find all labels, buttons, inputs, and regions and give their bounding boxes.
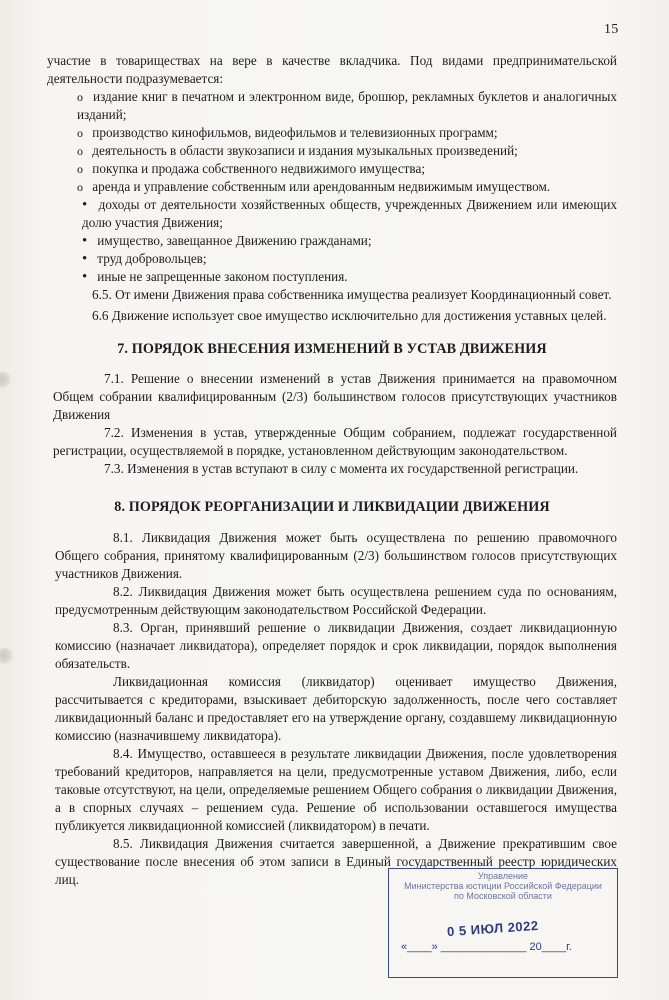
stamp-region: по Московской области — [454, 891, 552, 901]
circle-bullet-icon — [77, 160, 89, 178]
list-item: o издание книг в печатном и электронном виде, брошюр, рекламных буклетов и аналогичных изданий; — [47, 88, 617, 124]
list-item: o покупка и продажа собственного недвижимого имущества; — [47, 160, 617, 178]
business-activities-list — [47, 88, 617, 196]
paragraph-8-5: 8.5. Ликвидация Движения считается завершенной, а Движение прекратившим свое существование после внесения об этом записи в Единый государственный реестр юридических лиц. — [55, 836, 617, 887]
paragraph-8-4: 8.4. Имущество, оставшееся в результате ликвидации Движения, после удовлетворения требований кредиторов, направляется на цели, предусмотренные уставом Движения, либо, если таковые отсутствуют, на цели, определяемые решением Общего собрания о ликвидации Движения, а в спорных случаях – решением суда. Решение об использовании оставшегося имущества публикуется ликвидационной комиссией (ликвидатором) в печати. — [55, 746, 617, 833]
section-7-body — [47, 370, 617, 478]
document-body — [47, 52, 617, 889]
section-8-body — [47, 529, 617, 889]
registration-stamp — [388, 868, 618, 978]
dot-bullet-icon — [82, 250, 94, 268]
intro-paragraph: участие в товариществах на вере в качестве вкладчика. Под видами предпринимательской деятельности подразумевается: — [47, 53, 617, 86]
income-sources-list — [47, 196, 617, 286]
section-8-title: 8. ПОРЯДОК РЕОРГАНИЗАЦИИ И ЛИКВИДАЦИИ ДВИЖЕНИЯ — [114, 499, 550, 515]
dot-bullet-icon — [82, 196, 94, 214]
punch-hole — [0, 648, 14, 664]
paragraph-8-3-liquidation-commission: Ликвидационная комиссия (ликвидатор) оценивает имущество Движения, рассчитывается с кредиторами, взыскивает дебиторскую задолженность, после чего составляет ликвидационный баланс и предоставляет его на утверждение органу, создавшему ликвидационную комиссию (назначившему ликвидатора). — [55, 674, 617, 743]
paragraph-8-3: 8.3. Орган, принявший решение о ликвидации Движения, создает ликвидационную комиссию (назначает ликвидатора), определяет порядок и срок ликвидации, порядок выполнения обязательств. — [55, 620, 617, 671]
dot-bullet-icon — [82, 268, 94, 286]
stamp-authority: Управление — [477, 871, 529, 881]
dot-bullet-icon — [82, 232, 94, 250]
section-7-title: 7. ПОРЯДОК ВНЕСЕНИЯ ИЗМЕНЕНИЙ В УСТАВ ДВИЖЕНИЯ — [117, 341, 547, 357]
paragraph-8-1: 8.1. Ликвидация Движения может быть осуществлена по решению правомочного Общего собрания, принятому квалифицированным (2/3) большинством голосов присутствующих участников Движения. — [55, 530, 617, 581]
punch-hole — [0, 372, 12, 388]
list-item: • доходы от деятельности хозяйственных обществ, учрежденных Движением или имеющих долю участия Движения; — [47, 196, 617, 232]
list-item: • имущество, завещанное Движению гражданами; — [47, 232, 617, 250]
paragraph-7-1: 7.1. Решение о внесении изменений в устав Движения принимается на правомочном Общем собрании квалифицированным (2/3) большинством голосов присутствующих участников Движения — [53, 371, 617, 422]
paragraph-6-6: 6.6 Движение использует свое имущество исключительно для достижения уставных целей. — [92, 308, 607, 323]
list-item: o аренда и управление собственным или арендованным недвижимым имуществом. — [47, 178, 617, 196]
paragraph-8-2: 8.2. Ликвидация Движения может быть осуществлена решением суда по основаниям, предусмотренным действующим законодательством Российской Федерации. — [55, 584, 617, 617]
list-item: • иные не запрещенные законом поступления. — [47, 268, 617, 286]
paragraph-7-2: 7.2. Изменения в устав, утвержденные Общим собранием, подлежат государственной регистрации, осуществляемой в порядке, установленном действующим законодательством. — [53, 425, 617, 458]
paragraph-6-5: 6.5. От имени Движения права собственника имущества реализует Координационный совет. — [92, 287, 612, 302]
paragraph-7-3: 7.3. Изменения в устав вступают в силу с момента их государственной регистрации. — [104, 461, 579, 476]
page-number: 15 — [604, 22, 619, 37]
circle-bullet-icon — [77, 142, 89, 160]
circle-bullet-icon — [77, 124, 89, 142]
stamp-ministry: Министерства юстиции Российской Федерации — [404, 881, 602, 891]
list-item: o деятельность в области звукозаписи и издания музыкальных произведений; — [47, 142, 617, 160]
circle-bullet-icon — [77, 178, 89, 196]
circle-bullet-icon — [77, 88, 89, 106]
list-item: o производство кинофильмов, видеофильмов и телевизионных программ; — [47, 124, 617, 142]
stamp-date-line: «____» ______________ 20____г. — [401, 941, 572, 953]
list-item: • труд добровольцев; — [47, 250, 617, 268]
stamp-date: 0 5 ИЮЛ 2022 — [446, 917, 540, 940]
